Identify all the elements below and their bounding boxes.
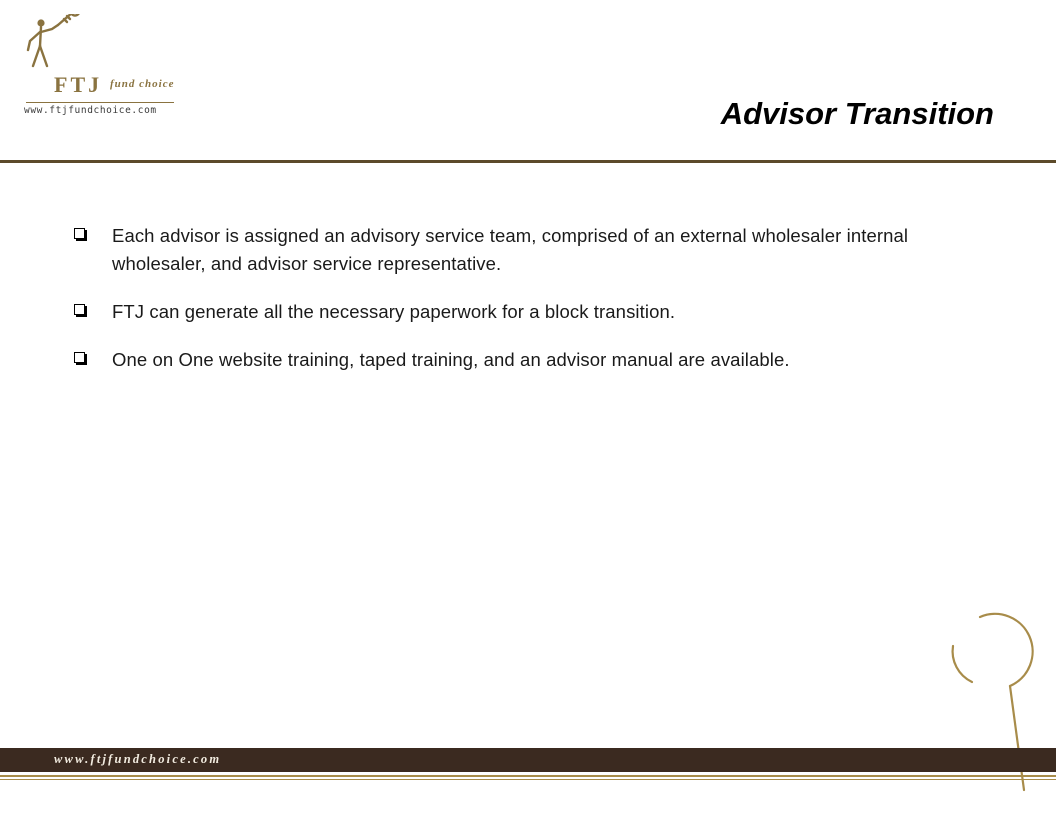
bullet-text: Each advisor is assigned an advisory service team, comprised of an external wholesaler internal wholesaler, and advisor service representative. [112, 225, 909, 274]
logo-tagline: fund choice [110, 78, 175, 90]
slide-title: Advisor Transition [720, 96, 994, 131]
logo-divider [26, 102, 174, 103]
key-bearer-figure-icon [18, 14, 88, 76]
footer-url: www.ftjfundchoice.com [54, 752, 222, 766]
footer-divider [0, 775, 1056, 777]
checkbox-square-icon [74, 228, 85, 239]
bullet-list [74, 222, 974, 394]
checkbox-square-icon [74, 352, 85, 363]
logo-url: www.ftjfundchoice.com [24, 105, 157, 116]
logo [18, 14, 178, 124]
bullet-item [74, 298, 974, 326]
checkbox-square-icon [74, 304, 85, 315]
footer-divider-thin [0, 779, 1056, 780]
logo-brand: FTJ [54, 72, 103, 97]
bullet-item [74, 222, 974, 278]
bullet-text: FTJ can generate all the necessary paperwork for a block transition. [112, 301, 676, 322]
bullet-text: One on One website training, taped training, and an advisor manual are available. [112, 349, 790, 370]
bullet-item [74, 346, 974, 374]
header-divider [0, 160, 1056, 163]
